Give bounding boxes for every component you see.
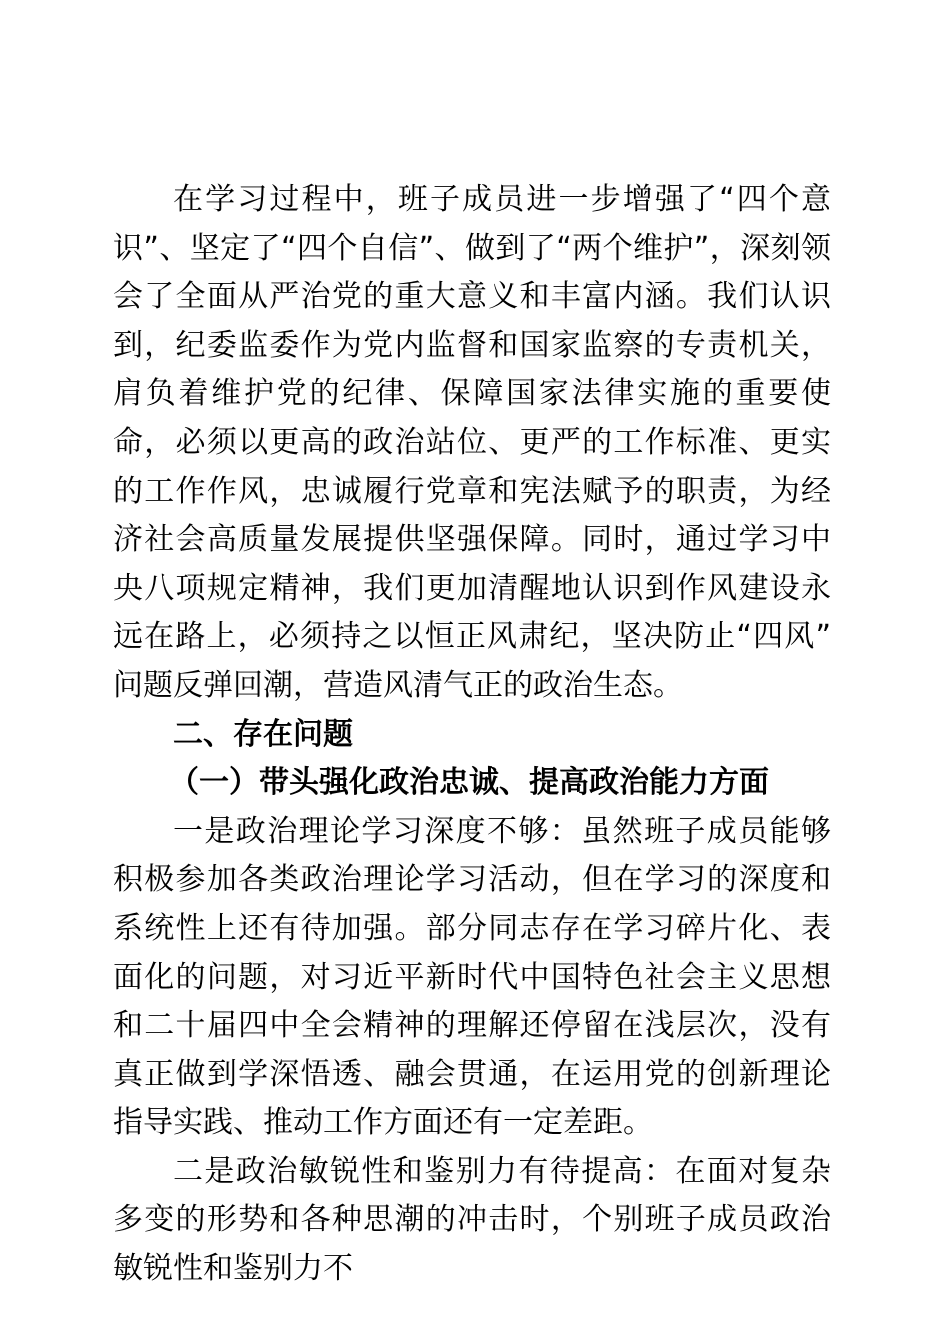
paragraph-issue-one: 一是政治理论学习深度不够：虽然班子成员能够积极参加各类政治理论学习活动，但在学习的深度和系统性上还有待加强。部分同志存在学习碎片化、表面化的问题，对习近平新时代中国特色社会主义思想和二十届四中全会精神的理解还停留在浅层次，没有真正做到学深悟透、融会贯通，在运用党的创新理论指导实践、推动工作方面还有一定差距。	[113, 813, 831, 1141]
paragraph-learning-process: 在学习过程中，班子成员进一步增强了“四个意识”、坚定了“四个自信”、做到了“两个维护”，深刻领会了全面从严治党的重大意义和丰富内涵。我们认识到，纪委监委作为党内监督和国家监察的专责机关，肩负着维护党的纪律、保障国家法律实施的重要使命，必须以更高的政治站位、更严的工作标准、更实的工作作风，忠诚履行党章和宪法赋予的职责，为经济社会高质量发展提供坚强保障。同时，通过学习中央八项规定精神，我们更加清醒地认识到作风建设永远在路上，必须持之以恒正风肃纪，坚决防止“四风”问题反弹回潮，营造风清气正的政治生态。	[113, 182, 831, 703]
paragraph-issue-two: 二是政治敏锐性和鉴别力有待提高：在面对复杂多变的形势和各种思潮的冲击时，个别班子成员政治敏锐性和鉴别力不	[113, 1153, 831, 1287]
heading-subsection-one: （一）带头强化政治忠诚、提高政治能力方面	[169, 765, 769, 801]
page-text-column	[113, 176, 831, 1294]
heading-section-two: 二、存在问题	[173, 716, 353, 752]
